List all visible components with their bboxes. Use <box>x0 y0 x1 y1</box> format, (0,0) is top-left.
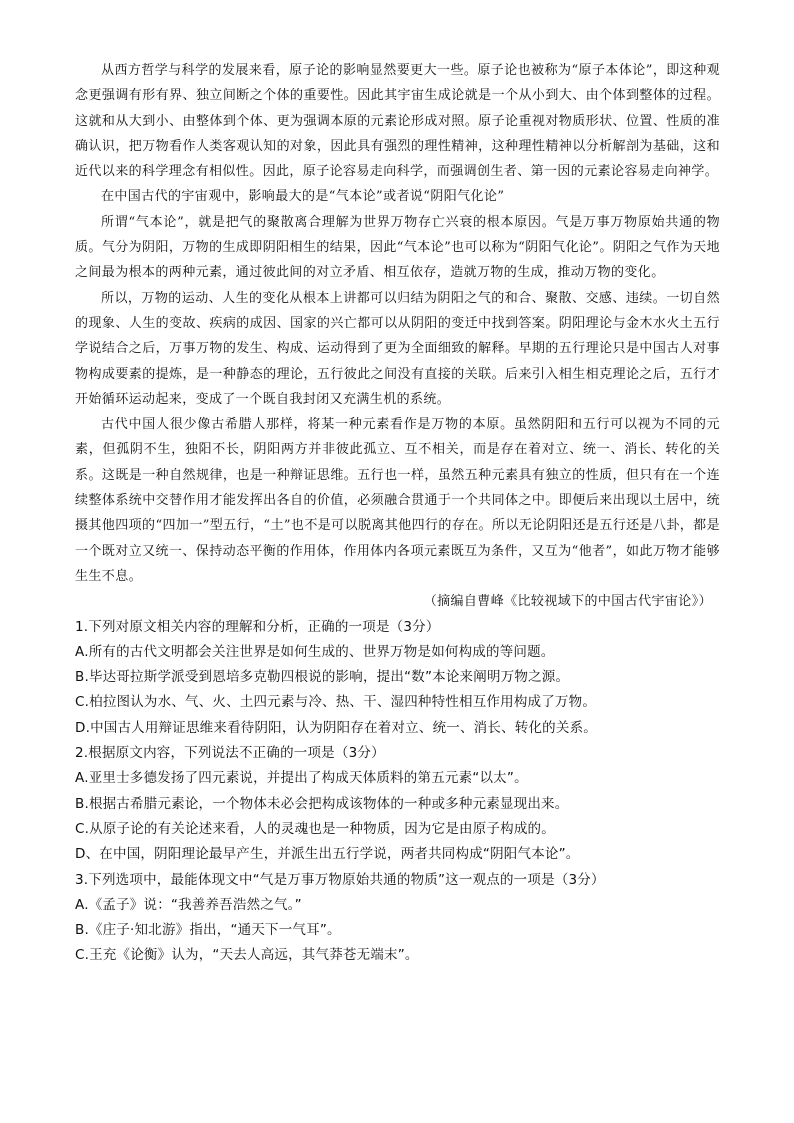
question-1-stem: 1.下列对原文相关内容的理解和分析，正确的一项是（3分） <box>75 618 440 635</box>
question-3-option-a: A.《孟子》说：“我善养吾浩然之气。” <box>75 896 302 913</box>
exam-page <box>75 58 720 969</box>
article-source: （摘编自曹峰《比较视域下的中国古代宇宙论》） <box>423 594 712 610</box>
question-2-option-d: D、在中国，阴阳理论最早产生，并派生出五行学说，两者共同构成“阴阳气本论”。 <box>75 846 580 863</box>
article-paragraph-4: 所以，万物的运动、人生的变化从根本上讲都可以归结为阴阳之气的和合、聚散、交感、违续。一切自然的现象、人生的变故、疾病的成因、国家的兴亡都可以从阴阳的变迁中找到答案。阴阳理论与金木水火土五行学说结合之后，万事万物的发生、构成、运动得到了更为全面细致的解释。早期的五行理论只是中国古人对事物构成要素的提炼，是一种静态的理论，五行彼此之间没有直接的关联。后来引入相生相克理论之后，五行才开始循环运动起来，变成了一个既自我封闭又充满生机的系统。 <box>75 290 720 407</box>
question-1-option-c: C.柏拉图认为水、气、火、土四元素与冷、热、干、湿四种特性相互作用构成了万物。 <box>75 694 597 711</box>
question-1-option-b: B.毕达哥拉斯学派受到恩培多克勒四根说的影响，提出“数”本论来阐明万物之源。 <box>75 669 570 686</box>
question-3-stem: 3.下列选项中，最能体现文中“气是万事万物原始共通的物质”这一观点的一项是（3分） <box>75 871 605 888</box>
question-3-option-c: C.王充《论衡》认为，“天去人高远，其气莽苍无端末”。 <box>75 947 419 964</box>
article-paragraph-5: 古代中国人很少像古希腊人那样，将某一种元素看作是万物的本原。虽然阴阳和五行可以视为不同的元素，但孤阴不生，独阳不长，阴阳两方并非彼此孤立、互不相关，而是存在着对立、统一、消长、转化的关系。这既是一种自然规律，也是一种辩证思维。五行也一样，虽然五种元素具有独立的性质，但只有在一个连续整体系统中交替作用才能发挥出各自的价值，必须融合贯通于一个共同体之中。即便后来出现以土居中，统摄其他四项的“四加一”型五行，“土”也不是可以脱离其他四行的存在。所以无论阴阳还是五行还是八卦，都是一个既对立又统一、保持动态平衡的作用体，作用体内各项元素既互为条件，又互为“他者”，如此万物才能够生生不息。 <box>75 417 720 584</box>
question-2-option-a: A.亚里士多德发扬了四元素说，并提出了构成天体质料的第五元素“以太”。 <box>75 770 528 787</box>
question-1-option-d: D.中国古人用辩证思维来看待阴阳，认为阴阳存在着对立、统一、消长、转化的关系。 <box>75 719 597 736</box>
question-1-option-a: A.所有的古代文明都会关注世界是如何生成的、世界万物是如何构成的等问题。 <box>75 643 555 660</box>
question-3-option-b: B.《庄子·知北游》指出，“通天下一气耳”。 <box>75 922 341 939</box>
question-2-option-c: C.从原子论的有关论述来看，人的灵魂也是一种物质，因为它是由原子构成的。 <box>75 820 555 837</box>
article-paragraph-3: 所谓“气本论”，就是把气的聚散离合理解为世界万物存亡兴衰的根本原因。气是万事万物原始共通的物质。气分为阴阳，万物的生成即阴阳相生的结果，因此“气本论”也可以称为“阴阳气化论”。阴阳之气作为天地之间最为根本的两种元素，通过彼此间的对立矛盾、相互依存，造就万物的生成，推动万物的变化。 <box>75 214 720 281</box>
article-paragraph-1: 从西方哲学与科学的发展来看，原子论的影响显然要更大一些。原子论也被称为“原子本体论”，即这种观念更强调有形有界、独立间断之个体的重要性。因此其宇宙生成论就是一个从小到大、由个体到整体的过程。这就和从大到小、由整体到个体、更为强调本原的元素论形成对照。原子论重视对物质形状、位置、性质的准确认识，把万物看作人类客观认知的对象，因此具有强烈的理性精神，这种理性精神以分析解剖为基础，这和近代以来的科学理念有相似性。因此，原子论容易走向科学，而强调创生者、第一因的元素论容易走向神学。 <box>75 63 720 180</box>
question-2-stem: 2.根据原文内容，下列说法不正确的一项是（3分） <box>75 745 385 762</box>
question-2-option-b: B.根据古希腊元素论，一个物体未必会把构成该物体的一种或多种元素显现出来。 <box>75 795 569 812</box>
article-paragraph-2: 在中国古代的宇宙观中，影响最大的是“气本论”或者说“阴阳气化论” <box>101 189 505 205</box>
question-section <box>75 615 720 969</box>
